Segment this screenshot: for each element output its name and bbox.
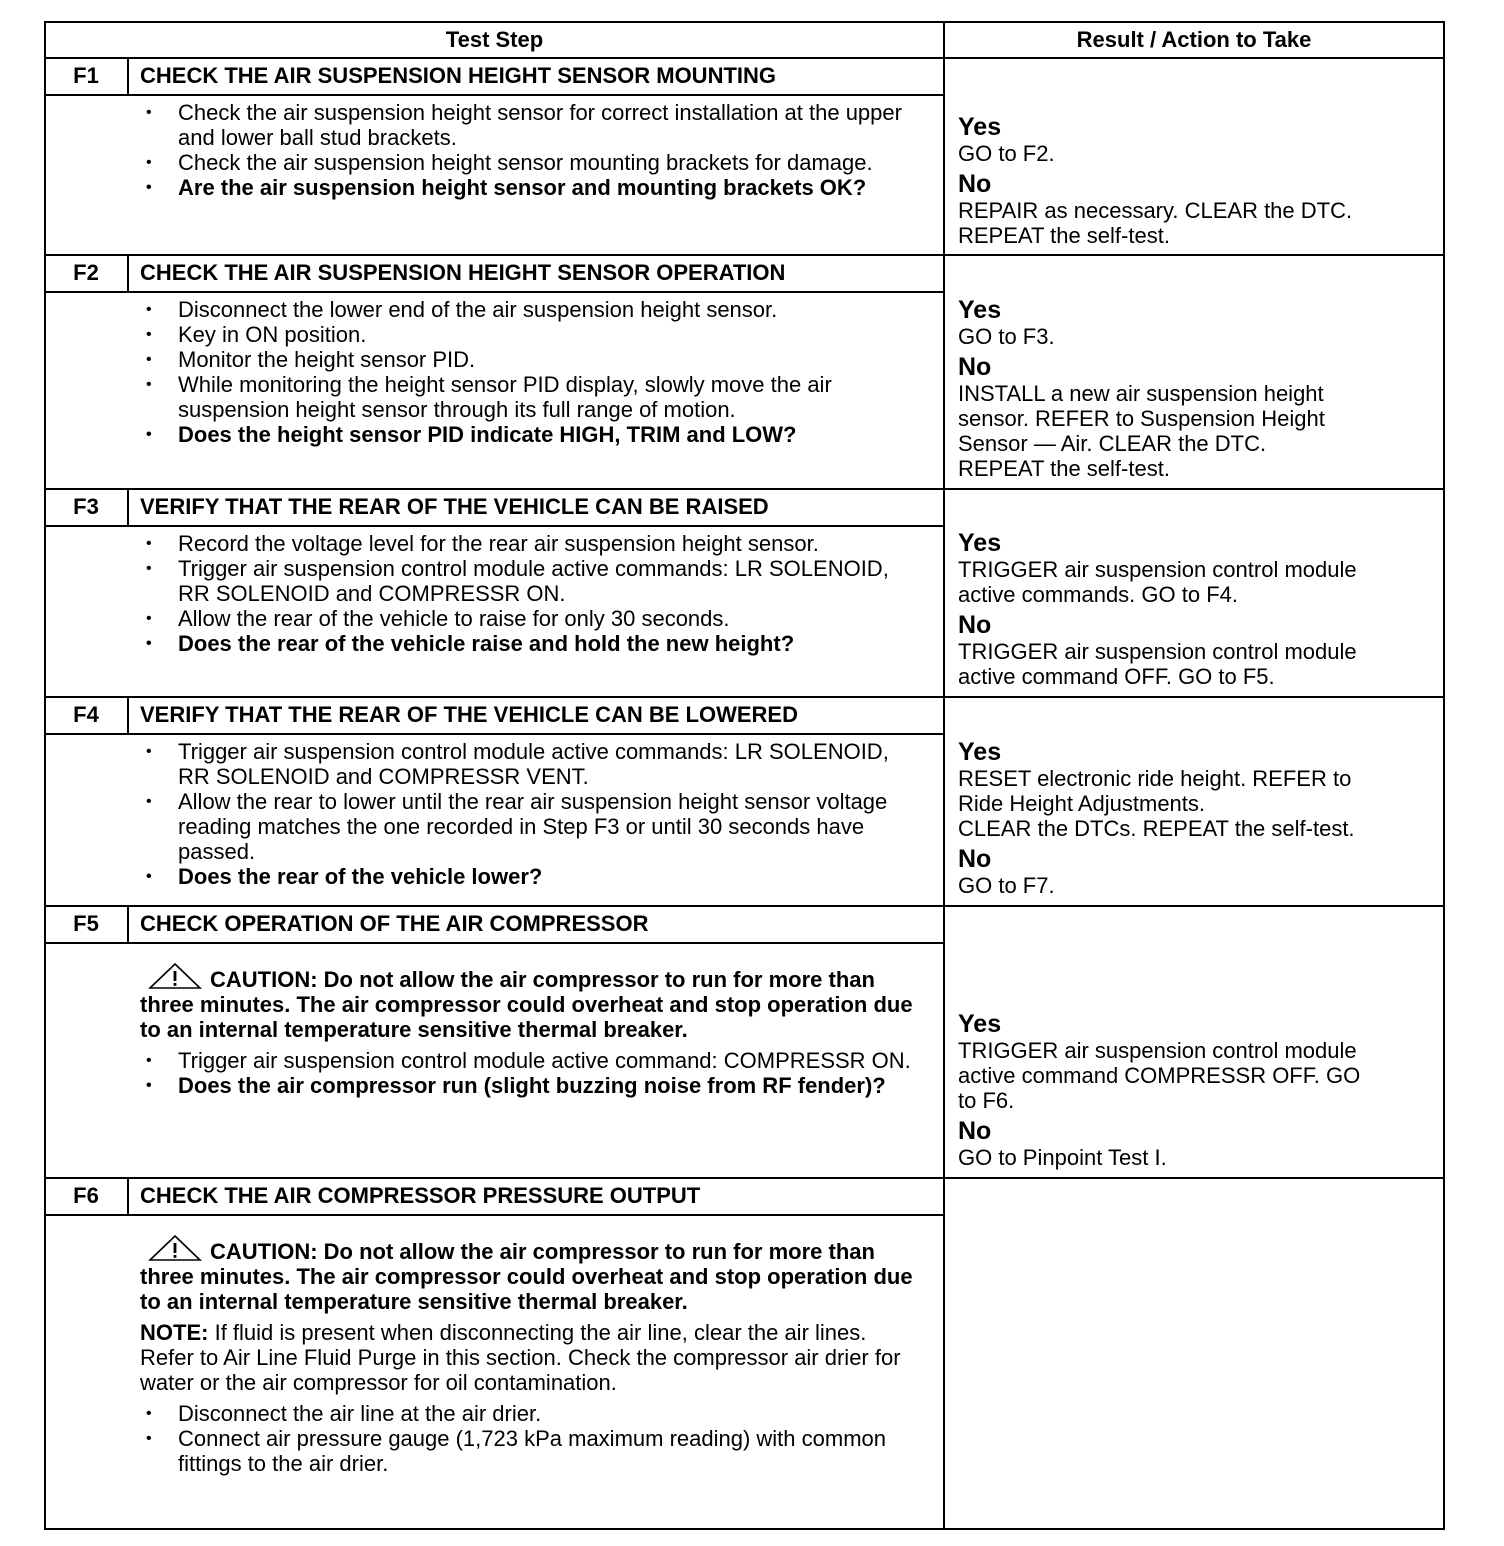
step-bullet: • Connect air pressure gauge (1,723 kPa maximum reading) with common fittings to the air drier.: [136, 1426, 916, 1476]
yes-label: Yes: [958, 1010, 1002, 1038]
caution-text: CAUTION: Do not allow the air compressor to run for more than three minutes. The air compressor could overheat and stop operation due to an internal temperature sensitive thermal breaker.: [140, 1239, 913, 1314]
result-f5: [958, 1006, 1438, 1170]
result-f3: [958, 525, 1438, 689]
step-question: • Does the air compressor run (slight buzzing noise from RF fender)?: [136, 1073, 916, 1098]
caution-block: [140, 963, 916, 1042]
step-title-f4: VERIFY THAT THE REAR OF THE VEHICLE CAN BE LOWERED: [140, 702, 798, 727]
no-action: GO to F7.: [958, 873, 1055, 898]
step-bullet: • Disconnect the air line at the air drier.: [136, 1401, 916, 1426]
step-body-f4: [136, 739, 916, 889]
no-action: REPAIR as necessary. CLEAR the DTC. REPEAT the self-test.: [958, 198, 1353, 248]
f2-row-rule: [46, 488, 1443, 490]
step-title-f3: VERIFY THAT THE REAR OF THE VEHICLE CAN BE RAISED: [140, 494, 769, 519]
step-bullet: • Key in ON position.: [136, 322, 916, 347]
step-body-f2: [136, 297, 916, 447]
result-f2: [958, 292, 1438, 481]
step-title-f6: CHECK THE AIR COMPRESSOR PRESSURE OUTPUT: [140, 1183, 701, 1208]
header-rule: [46, 57, 1443, 59]
yes-action: TRIGGER air suspension control module active commands. GO to F4.: [958, 557, 1357, 607]
step-body-f3: [136, 531, 916, 656]
f5-title-rule: [46, 942, 944, 944]
no-label: No: [958, 845, 992, 873]
step-id-f1: F1: [73, 63, 99, 88]
step-bullet: • Record the voltage level for the rear air suspension height sensor.: [136, 531, 916, 556]
step-body-f5: [136, 963, 916, 1098]
caution-block: [140, 1235, 916, 1314]
id-column-divider-f3: [127, 489, 129, 527]
id-column-divider-f2: [127, 255, 129, 293]
step-bullet: • Allow the rear of the vehicle to raise for only 30 seconds.: [136, 606, 916, 631]
step-id-f5: F5: [73, 911, 99, 936]
f5-row-rule: [46, 1177, 1443, 1179]
f2-title-rule: [46, 291, 944, 293]
step-title-f1: CHECK THE AIR SUSPENSION HEIGHT SENSOR MOUNTING: [140, 63, 777, 88]
id-column-divider-f4: [127, 697, 129, 735]
no-label: No: [958, 170, 992, 198]
yes-action: GO to F2.: [958, 141, 1055, 166]
step-bullet: • While monitoring the height sensor PID display, slowly move the air suspension height sensor through its full range of motion.: [136, 372, 916, 422]
warning-triangle-icon: [148, 1235, 202, 1261]
step-id-f3: F3: [73, 494, 99, 519]
no-action: TRIGGER air suspension control module active command OFF. GO to F5.: [958, 639, 1357, 689]
step-body-f1: [136, 100, 916, 200]
id-column-divider-f5: [127, 906, 129, 944]
step-question: • Are the air suspension height sensor and mounting brackets OK?: [136, 175, 916, 200]
header-result-action: Result / Action to Take: [1076, 27, 1312, 52]
id-column-divider-f1: [127, 58, 129, 96]
header-test-step: Test Step: [445, 27, 544, 52]
yes-label: Yes: [958, 529, 1002, 557]
test-step-table: [44, 21, 1445, 1530]
id-column-divider-f6: [127, 1178, 129, 1216]
step-bullet: • Monitor the height sensor PID.: [136, 347, 916, 372]
step-question: • Does the rear of the vehicle raise and hold the new height?: [136, 631, 916, 656]
f4-title-rule: [46, 733, 944, 735]
step-bullet: • Check the air suspension height sensor for correct installation at the upper and lower ball stud brackets.: [136, 100, 916, 150]
step-id-f2: F2: [73, 260, 99, 285]
column-divider: [943, 23, 945, 1528]
no-label: No: [958, 353, 992, 381]
step-id-f6: F6: [73, 1183, 99, 1208]
yes-action: RESET electronic ride height. REFER to Ride Height Adjustments. CLEAR the DTCs. REPEAT the self-test.: [958, 766, 1355, 841]
yes-action: GO to F3.: [958, 324, 1055, 349]
result-f1: [958, 109, 1438, 248]
note-text: If fluid is present when disconnecting the air line, clear the air lines. Refer to Air Line Fluid Purge in this section. Check the compressor air drier for water or the air compressor for oil contamination.: [140, 1320, 901, 1395]
f1-row-rule: [46, 254, 1443, 256]
f1-title-rule: [46, 94, 944, 96]
step-bullet: • Trigger air suspension control module active commands: LR SOLENOID, RR SOLENOID and COMPRESSR VENT.: [136, 739, 916, 789]
f3-title-rule: [46, 525, 944, 527]
yes-action: TRIGGER air suspension control module active command COMPRESSR OFF. GO to F6.: [958, 1038, 1361, 1113]
step-bullet: • Allow the rear to lower until the rear air suspension height sensor voltage reading matches the one recorded in Step F3 or until 30 seconds have passed.: [136, 789, 916, 864]
yes-label: Yes: [958, 738, 1002, 766]
yes-label: Yes: [958, 296, 1002, 324]
result-f4: [958, 734, 1438, 898]
step-question: • Does the rear of the vehicle lower?: [136, 864, 916, 889]
step-bullet: • Disconnect the lower end of the air suspension height sensor.: [136, 297, 916, 322]
step-bullet: • Check the air suspension height sensor mounting brackets for damage.: [136, 150, 916, 175]
no-action: GO to Pinpoint Test I.: [958, 1145, 1167, 1170]
no-label: No: [958, 611, 992, 639]
note-block: [140, 1320, 916, 1395]
no-label: No: [958, 1117, 992, 1145]
no-action: INSTALL a new air suspension height sensor. REFER to Suspension Height Sensor — Air. CLEAR the DTC. REPEAT the self-test.: [958, 381, 1325, 481]
step-bullet: • Trigger air suspension control module active command: COMPRESSR ON.: [136, 1048, 916, 1073]
step-id-f4: F4: [73, 702, 99, 727]
step-title-f5: CHECK OPERATION OF THE AIR COMPRESSOR: [140, 911, 649, 936]
yes-label: Yes: [958, 113, 1002, 141]
step-body-f6: [136, 1235, 916, 1476]
step-title-f2: CHECK THE AIR SUSPENSION HEIGHT SENSOR OPERATION: [140, 260, 786, 285]
f4-row-rule: [46, 905, 1443, 907]
step-question: • Does the height sensor PID indicate HIGH, TRIM and LOW?: [136, 422, 916, 447]
step-bullet: • Trigger air suspension control module active commands: LR SOLENOID, RR SOLENOID and COMPRESSR ON.: [136, 556, 916, 606]
caution-text: CAUTION: Do not allow the air compressor to run for more than three minutes. The air compressor could overheat and stop operation due to an internal temperature sensitive thermal breaker.: [140, 967, 913, 1042]
f3-row-rule: [46, 696, 1443, 698]
warning-triangle-icon: [148, 963, 202, 989]
f6-title-rule: [46, 1214, 944, 1216]
note-label: NOTE:: [140, 1320, 209, 1345]
